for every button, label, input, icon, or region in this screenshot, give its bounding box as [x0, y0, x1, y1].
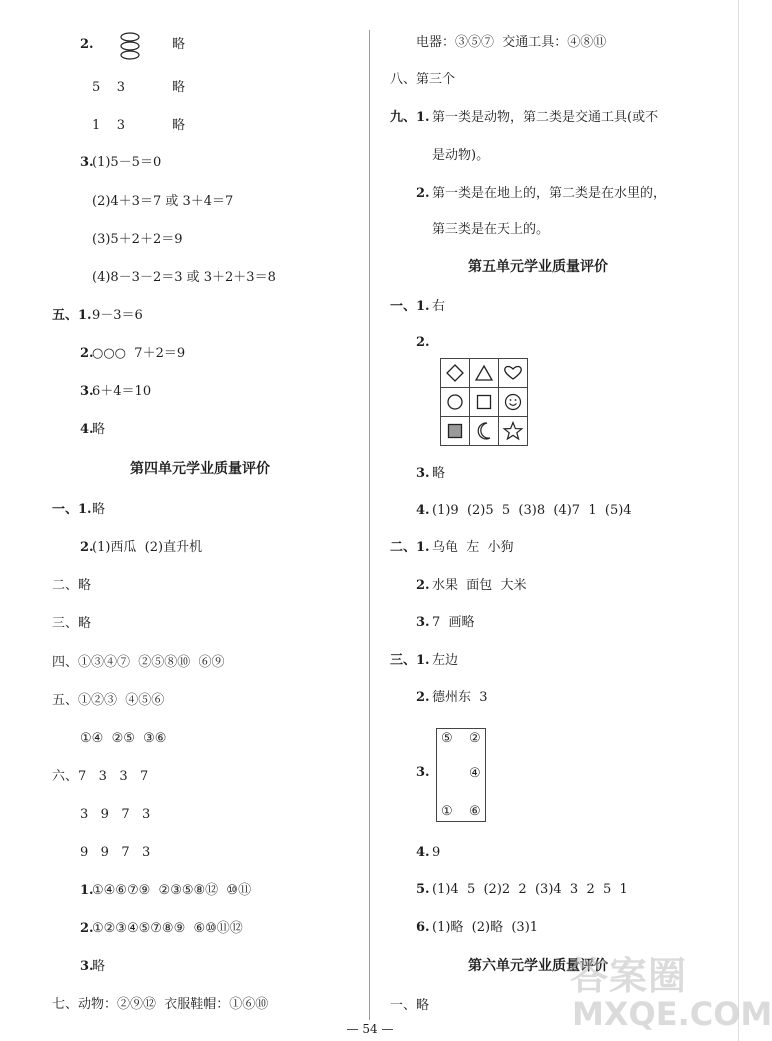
unit4-heading: 第四单元学业质量评价 [130, 461, 270, 477]
station-box [436, 728, 486, 822]
u4-liu-row1: 六、7 3 3 7 [52, 769, 149, 784]
grid-cell [499, 417, 528, 446]
q4-3-4: (4)8－3－2＝3 或 3＋2＋3＝8 [92, 270, 276, 285]
u4-liu-2-label: 2. [80, 921, 94, 936]
s5-label: 五、1. [52, 308, 92, 323]
u5-san4-label: 4. [416, 845, 430, 860]
box-bottom-right: ⑥ [469, 804, 481, 819]
jiu-2a: 第一类是在地上的，第二类是在水里的， [432, 186, 667, 201]
triangle-icon [475, 364, 493, 382]
u5-san3-label: 3. [416, 765, 430, 780]
heart-icon [503, 364, 523, 382]
u4-liu-3: 略 [92, 959, 106, 974]
u5-2-label: 2. [416, 335, 430, 350]
s5-2: ○○○ 7＋2＝9 [92, 346, 186, 361]
jiu-1b: 是动物)。 [432, 148, 490, 163]
grid-cell [441, 388, 470, 417]
q4-2-label: 2. [80, 37, 94, 52]
u5-san2: 德州东 3 [432, 690, 488, 705]
jiu-1-label: 九、1. [390, 110, 430, 125]
smiley-icon [504, 393, 522, 411]
jiu-1a: 第一类是动物，第二类是交通工具(或不 [432, 110, 659, 125]
grid-cell [499, 388, 528, 417]
u5-san1-label: 三、1. [390, 653, 430, 668]
watermark-url: MXQE.COM [572, 995, 772, 1033]
grid-cell [470, 359, 499, 388]
grid-cell [499, 359, 528, 388]
u4-si: 四、①③④⑦ ②⑤⑧⑩ ⑥⑨ [52, 655, 225, 670]
jiu-2b: 第三类是在天上的。 [432, 222, 550, 237]
shaded-square-icon [446, 422, 464, 440]
s5-3: 6＋4＝10 [92, 384, 152, 399]
u4-1-label: 一、1. [52, 502, 92, 517]
dianqi: 电器：③⑤⑦ 交通工具：④⑧⑪ [416, 35, 607, 50]
square-icon [475, 393, 493, 411]
row-1-3-answer: 略 [172, 118, 186, 133]
box-bottom-left: ① [441, 804, 453, 819]
grid-cell [470, 417, 499, 446]
u4-liu-row3: 9 9 7 3 [80, 845, 151, 860]
unit5-heading: 第五单元学业质量评价 [468, 259, 608, 275]
u5-1: 右 [432, 299, 446, 314]
u5-san2-label: 2. [416, 690, 430, 705]
u4-san: 三、略 [52, 616, 92, 631]
u5-san5: (1)4 5 (2)2 2 (3)4 3 2 5 1 [432, 882, 628, 897]
u5-san4: 9 [432, 845, 441, 860]
grid-cell [441, 359, 470, 388]
u4-1: 略 [92, 502, 106, 517]
q4-3-2: (2)4＋3＝7 或 3＋4＝7 [92, 194, 234, 209]
s5-2-label: 2. [80, 346, 94, 361]
u4-liu-row2: 3 9 7 3 [80, 807, 151, 822]
u4-liu-2: ①②③④⑤⑦⑧⑨ ⑥⑩⑪⑫ [92, 921, 243, 936]
box-middle-right: ④ [469, 766, 481, 781]
u6-1: 一、略 [390, 998, 430, 1013]
box-top-left: ⑤ [441, 731, 453, 746]
moon-icon [475, 421, 493, 441]
ba: 八、第三个 [390, 72, 456, 87]
u4-qi: 七、动物：②⑨⑫ 衣服鞋帽：①⑥⑩ [52, 997, 269, 1012]
page-number: — 54 — [346, 1022, 394, 1036]
diamond-icon [446, 364, 464, 382]
u5-4-label: 4. [416, 503, 430, 518]
u4-2-label: 2. [80, 540, 94, 555]
row-5-3-answer: 略 [172, 80, 186, 95]
u5-er2-label: 2. [416, 578, 430, 593]
u5-san5-label: 5. [416, 882, 430, 897]
u4-liu-3-label: 3. [80, 959, 94, 974]
u4-er: 二、略 [52, 578, 92, 593]
u5-er2: 水果 面包 大米 [432, 578, 527, 593]
q4-3-label: 3. [80, 155, 94, 170]
page-edge [738, 0, 739, 1041]
u4-liu-1: ①④⑥⑦⑨ ②③⑤⑧⑫ ⑩⑪ [92, 883, 252, 898]
u5-er3: 7 画略 [432, 615, 475, 630]
u5-san1: 左边 [432, 653, 459, 668]
shape-grid [440, 358, 528, 446]
u5-er3-label: 3. [416, 615, 430, 630]
box-top-right: ② [469, 731, 481, 746]
u5-1-label: 一、1. [390, 299, 430, 314]
q4-2-answer: 略 [172, 37, 186, 52]
s5-3-label: 3. [80, 384, 94, 399]
u5-4: (1)9 (2)5 5 (3)8 (4)7 1 (5)4 [432, 503, 632, 518]
q4-3-1: (1)5－5＝0 [92, 155, 162, 170]
grid-cell [470, 388, 499, 417]
q4-3-3: (3)5＋2＋2＝9 [92, 232, 183, 247]
u5-3: 略 [432, 466, 446, 481]
jiu-2-label: 2. [416, 186, 430, 201]
column-divider [369, 30, 370, 1020]
u5-san6: (1)略 (2)略 (3)1 [432, 920, 539, 935]
circle-icon [446, 393, 464, 411]
u4-2: (1)西瓜 (2)直升机 [92, 540, 203, 555]
u5-er1-label: 二、1. [390, 540, 430, 555]
u5-3-label: 3. [416, 466, 430, 481]
s5-1: 9－3＝6 [92, 308, 143, 323]
u5-er1: 乌龟 左 小狗 [432, 540, 514, 555]
unit6-heading: 第六单元学业质量评价 [468, 958, 608, 974]
u4-wu1: 五、①②③ ④⑤⑥ [52, 693, 165, 708]
star-icon [503, 421, 523, 441]
s5-4-label: 4. [80, 422, 94, 437]
row-1-3: 1 3 [92, 118, 126, 133]
stacked-rings-icon [118, 31, 142, 65]
watermark-logo-text: 答案圈 [570, 954, 688, 998]
u5-san6-label: 6. [416, 920, 430, 935]
u4-liu-1-label: 1. [80, 883, 94, 898]
u4-wu2: ①④ ②⑤ ③⑥ [80, 731, 167, 746]
s5-4: 略 [92, 422, 106, 437]
grid-cell [441, 417, 470, 446]
row-5-3: 5 3 [92, 80, 126, 95]
